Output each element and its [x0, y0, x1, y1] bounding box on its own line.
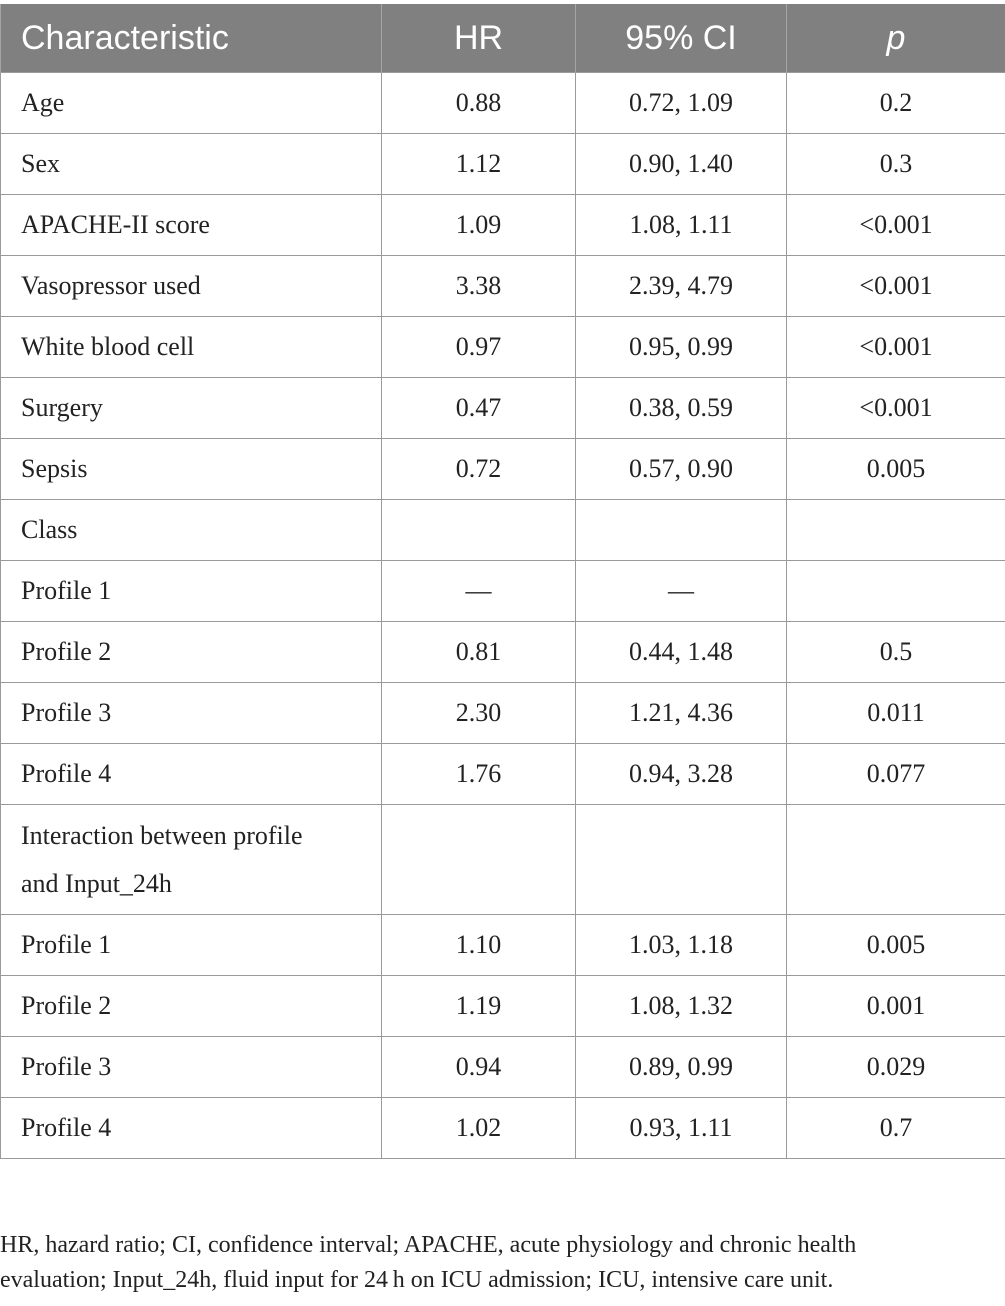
table-row [1, 500, 1005, 561]
cell-ci: 0.93, 1.11 [576, 1098, 787, 1159]
cell-ci: 1.21, 4.36 [576, 683, 787, 744]
header-p: p [787, 4, 1005, 73]
footnote-line1: HR, hazard ratio; CI, confidence interval; APACHE, acute physiology and chronic health [0, 1232, 857, 1258]
cell-ci: 0.72, 1.09 [576, 73, 787, 134]
cell-ci: 2.39, 4.79 [576, 256, 787, 317]
footnote-line2: evaluation; Input_24h, fluid input for 24 h on ICU admission; ICU, intensive care unit. [0, 1267, 834, 1293]
cell-hr: 1.09 [382, 195, 576, 256]
cell-p [787, 500, 1005, 561]
cell-characteristic: Surgery [1, 378, 382, 439]
cell-characteristic: Profile 2 [1, 622, 382, 683]
cell-characteristic-line2: and Input_24h [21, 868, 172, 898]
table-row [1, 976, 1005, 1037]
table-row [1, 915, 1005, 976]
cell-characteristic: Vasopressor used [1, 256, 382, 317]
cell-hr: 2.30 [382, 683, 576, 744]
header-row [1, 4, 1005, 73]
cell-hr: — [382, 561, 576, 622]
table-row [1, 317, 1005, 378]
table-row [1, 622, 1005, 683]
cell-ci: 0.89, 0.99 [576, 1037, 787, 1098]
cell-characteristic: Profile 2 [1, 976, 382, 1037]
cell-ci [576, 805, 787, 915]
table-row [1, 744, 1005, 805]
cell-characteristic: Age [1, 73, 382, 134]
table-row [1, 256, 1005, 317]
cell-p: 0.001 [787, 976, 1005, 1037]
cell-hr: 0.97 [382, 317, 576, 378]
table-row [1, 73, 1005, 134]
cell-hr: 1.02 [382, 1098, 576, 1159]
table-row [1, 195, 1005, 256]
cell-characteristic: Profile 1 [1, 561, 382, 622]
table-row [1, 805, 1005, 915]
cell-hr: 0.47 [382, 378, 576, 439]
cell-p: <0.001 [787, 256, 1005, 317]
cell-p: 0.077 [787, 744, 1005, 805]
table-header [1, 4, 1005, 73]
cell-characteristic: Profile 3 [1, 683, 382, 744]
cell-hr: 3.38 [382, 256, 576, 317]
cell-p: 0.7 [787, 1098, 1005, 1159]
cell-p: <0.001 [787, 378, 1005, 439]
cell-p: 0.5 [787, 622, 1005, 683]
cell-ci: 0.38, 0.59 [576, 378, 787, 439]
cell-characteristic-line1: Interaction between profile [21, 820, 303, 850]
cell-p: 0.2 [787, 73, 1005, 134]
cell-p [787, 561, 1005, 622]
cell-ci: 1.03, 1.18 [576, 915, 787, 976]
cell-hr: 1.12 [382, 134, 576, 195]
cell-characteristic: Sepsis [1, 439, 382, 500]
cell-characteristic: Class [1, 500, 382, 561]
table-body [1, 73, 1005, 1159]
table-row [1, 683, 1005, 744]
cell-characteristic: Profile 4 [1, 1098, 382, 1159]
cell-p [787, 805, 1005, 915]
cell-hr: 0.88 [382, 73, 576, 134]
results-table [0, 4, 1005, 1159]
cell-hr [382, 500, 576, 561]
header-characteristic: Characteristic [1, 4, 382, 73]
cell-p: 0.029 [787, 1037, 1005, 1098]
cell-hr: 1.10 [382, 915, 576, 976]
header-hr: HR [382, 4, 576, 73]
cell-p: 0.3 [787, 134, 1005, 195]
cell-characteristic: Profile 3 [1, 1037, 382, 1098]
cell-ci: 0.94, 3.28 [576, 744, 787, 805]
cell-p: 0.005 [787, 915, 1005, 976]
table-row [1, 1098, 1005, 1159]
table-row [1, 439, 1005, 500]
cell-characteristic: Sex [1, 134, 382, 195]
table-row [1, 134, 1005, 195]
cell-hr [382, 805, 576, 915]
cell-ci: 0.95, 0.99 [576, 317, 787, 378]
table-footnote [0, 1228, 1000, 1298]
cell-ci [576, 500, 787, 561]
header-ci: 95% CI [576, 4, 787, 73]
cell-characteristic: APACHE-II score [1, 195, 382, 256]
cell-characteristic [1, 805, 382, 915]
cell-hr: 1.76 [382, 744, 576, 805]
cell-ci: — [576, 561, 787, 622]
cell-ci: 0.44, 1.48 [576, 622, 787, 683]
cell-hr: 0.72 [382, 439, 576, 500]
cell-characteristic: White blood cell [1, 317, 382, 378]
cell-ci: 0.57, 0.90 [576, 439, 787, 500]
table-row [1, 561, 1005, 622]
table-row [1, 378, 1005, 439]
cell-p: 0.011 [787, 683, 1005, 744]
cell-p: <0.001 [787, 317, 1005, 378]
cell-hr: 1.19 [382, 976, 576, 1037]
cell-hr: 0.94 [382, 1037, 576, 1098]
cell-p: 0.005 [787, 439, 1005, 500]
cell-ci: 1.08, 1.32 [576, 976, 787, 1037]
cell-characteristic: Profile 4 [1, 744, 382, 805]
cell-p: <0.001 [787, 195, 1005, 256]
table-row [1, 1037, 1005, 1098]
cell-ci: 1.08, 1.11 [576, 195, 787, 256]
cell-characteristic: Profile 1 [1, 915, 382, 976]
cell-ci: 0.90, 1.40 [576, 134, 787, 195]
cell-hr: 0.81 [382, 622, 576, 683]
